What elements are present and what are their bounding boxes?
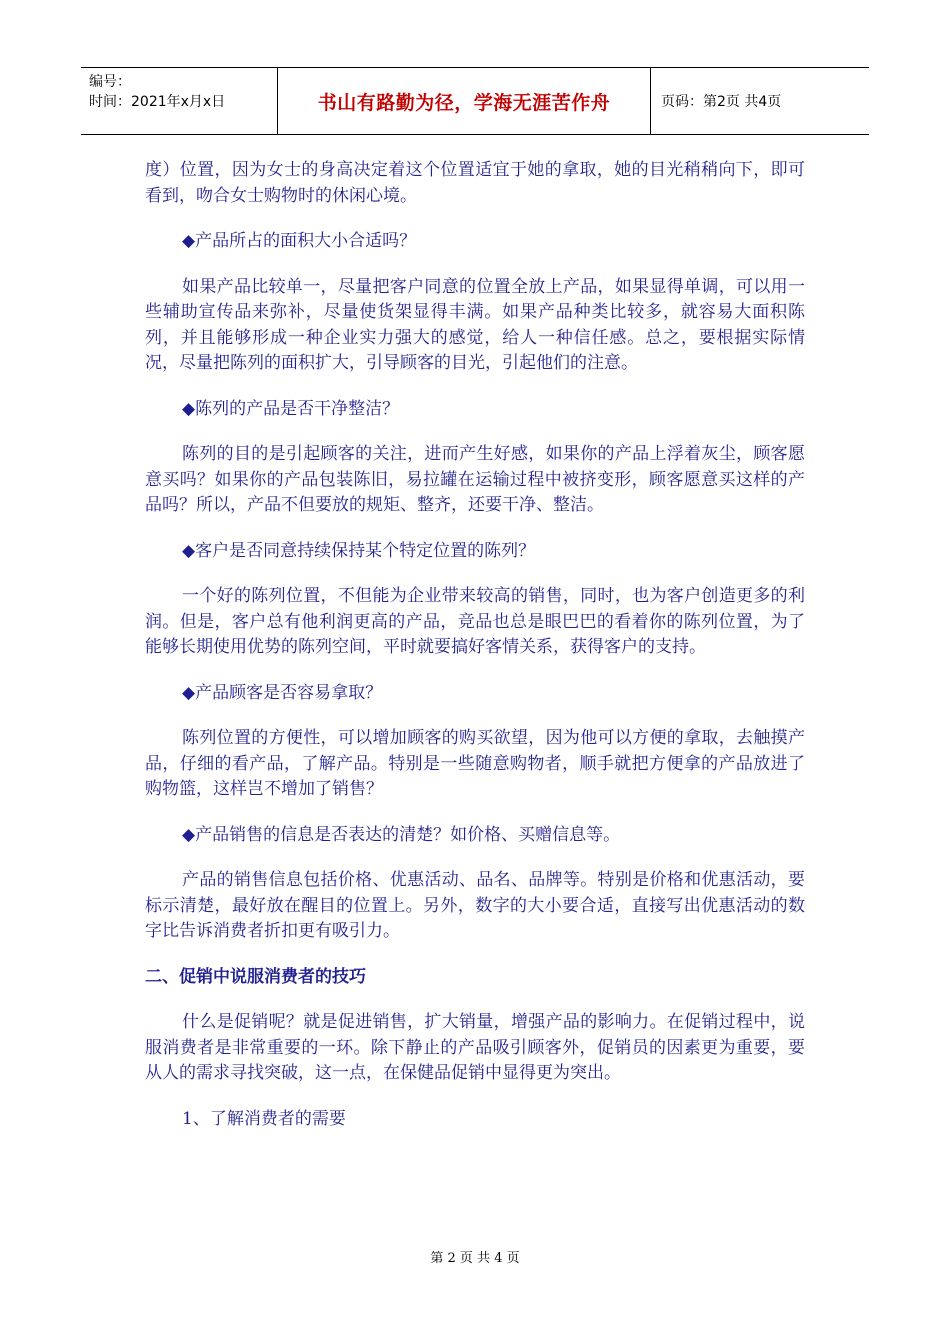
header-motto: [278, 68, 651, 134]
page-footer: [0, 1247, 950, 1266]
subsection-heading: 1、了解消费者的需要: [182, 1108, 346, 1129]
paragraph: 度）位置，因为女士的身高决定着这个位置适宜于她的拿取，她的目光稍稍向下，即可看到，吻合女士购物时的休闲心境。: [145, 160, 805, 206]
question-heading: ◆产品所占的面积大小合适吗？: [182, 231, 417, 251]
header-page: [651, 68, 869, 134]
question-heading: ◆客户是否同意持续保持某个特定位置的陈列？: [182, 540, 536, 561]
time-label: 时间：2021年x月x日: [89, 94, 226, 110]
question-heading: ◆陈列的产品是否干净整洁？: [182, 398, 400, 419]
paragraph: 一个好的陈列位置，不但能为企业带来较高的销售，同时，也为客户创造更多的利润。但是，客户总有他利润更高的产品，竞品也总是眼巴巴的看着你的陈列位置，为了能够长期使用优势的陈列空间，平时就要搞好客情关系，获得客户的支持。: [145, 586, 805, 657]
paragraph: 陈列位置的方便性，可以增加顾客的购买欲望，因为他可以方便的拿取，去触摸产品，仔细的看产品，了解产品。特别是一些随意购物者，顺手就把方便拿的产品放进了购物篮，这样岂不增加了销售？: [145, 728, 805, 799]
motto-text: 书山有路勤为径，学海无涯苦作舟: [317, 91, 611, 114]
paragraph: 什么是促销呢？就是促进销售，扩大销量，增强产品的影响力。在促销过程中，说服消费者是非常重要的一环。除下静止的产品吸引顾客外，促销员的因素更为重要，要从人的需求寻找突破，这一点，在保健品促销中显得更为突出。: [145, 1012, 805, 1083]
paragraph: 产品的销售信息包括价格、优惠活动、品名、品牌等。特别是价格和优惠活动，要标示清楚，最好放在醒目的位置上。另外，数字的大小要合适，直接写出优惠活动的数字比告诉消费者折扣更有吸引力。: [145, 870, 805, 941]
header-meta: [81, 68, 278, 134]
paragraph: 陈列的目的是引起顾客的关注，进而产生好感，如果你的产品上浮着灰尘，顾客愿意买吗？如果你的产品包装陈旧，易拉罐在运输过程中被挤变形，顾客愿意买这样的产品吗？所以，产品不但要放的规矩、整齐，还要干净、整洁。: [145, 444, 805, 515]
number-label: 编号：: [89, 74, 131, 90]
section-heading: 二、促销中说服消费者的技巧: [145, 966, 366, 987]
paragraph: 如果产品比较单一，尽量把客户同意的位置全放上产品，如果显得单调，可以用一些辅助宣传品来弥补，尽量使货架显得丰满。如果产品种类比较多，就容易大面积陈列，并且能够形成一种企业实力强大的感觉，给人一种信任感。总之，要根据实际情况，尽量把陈列的面积扩大，引导顾客的目光，引起他们的注意。: [145, 276, 805, 373]
footer-page-number: 第 2 页 共 4 页: [430, 1251, 520, 1266]
document-body: [145, 158, 805, 1152]
question-heading: ◆产品销售的信息是否表达的清楚？如价格、买赠信息等。: [182, 824, 621, 845]
question-heading: ◆产品顾客是否容易拿取？: [182, 682, 383, 703]
page-label: 页码：第2页 共4页: [661, 94, 782, 110]
page-header: [81, 67, 869, 135]
